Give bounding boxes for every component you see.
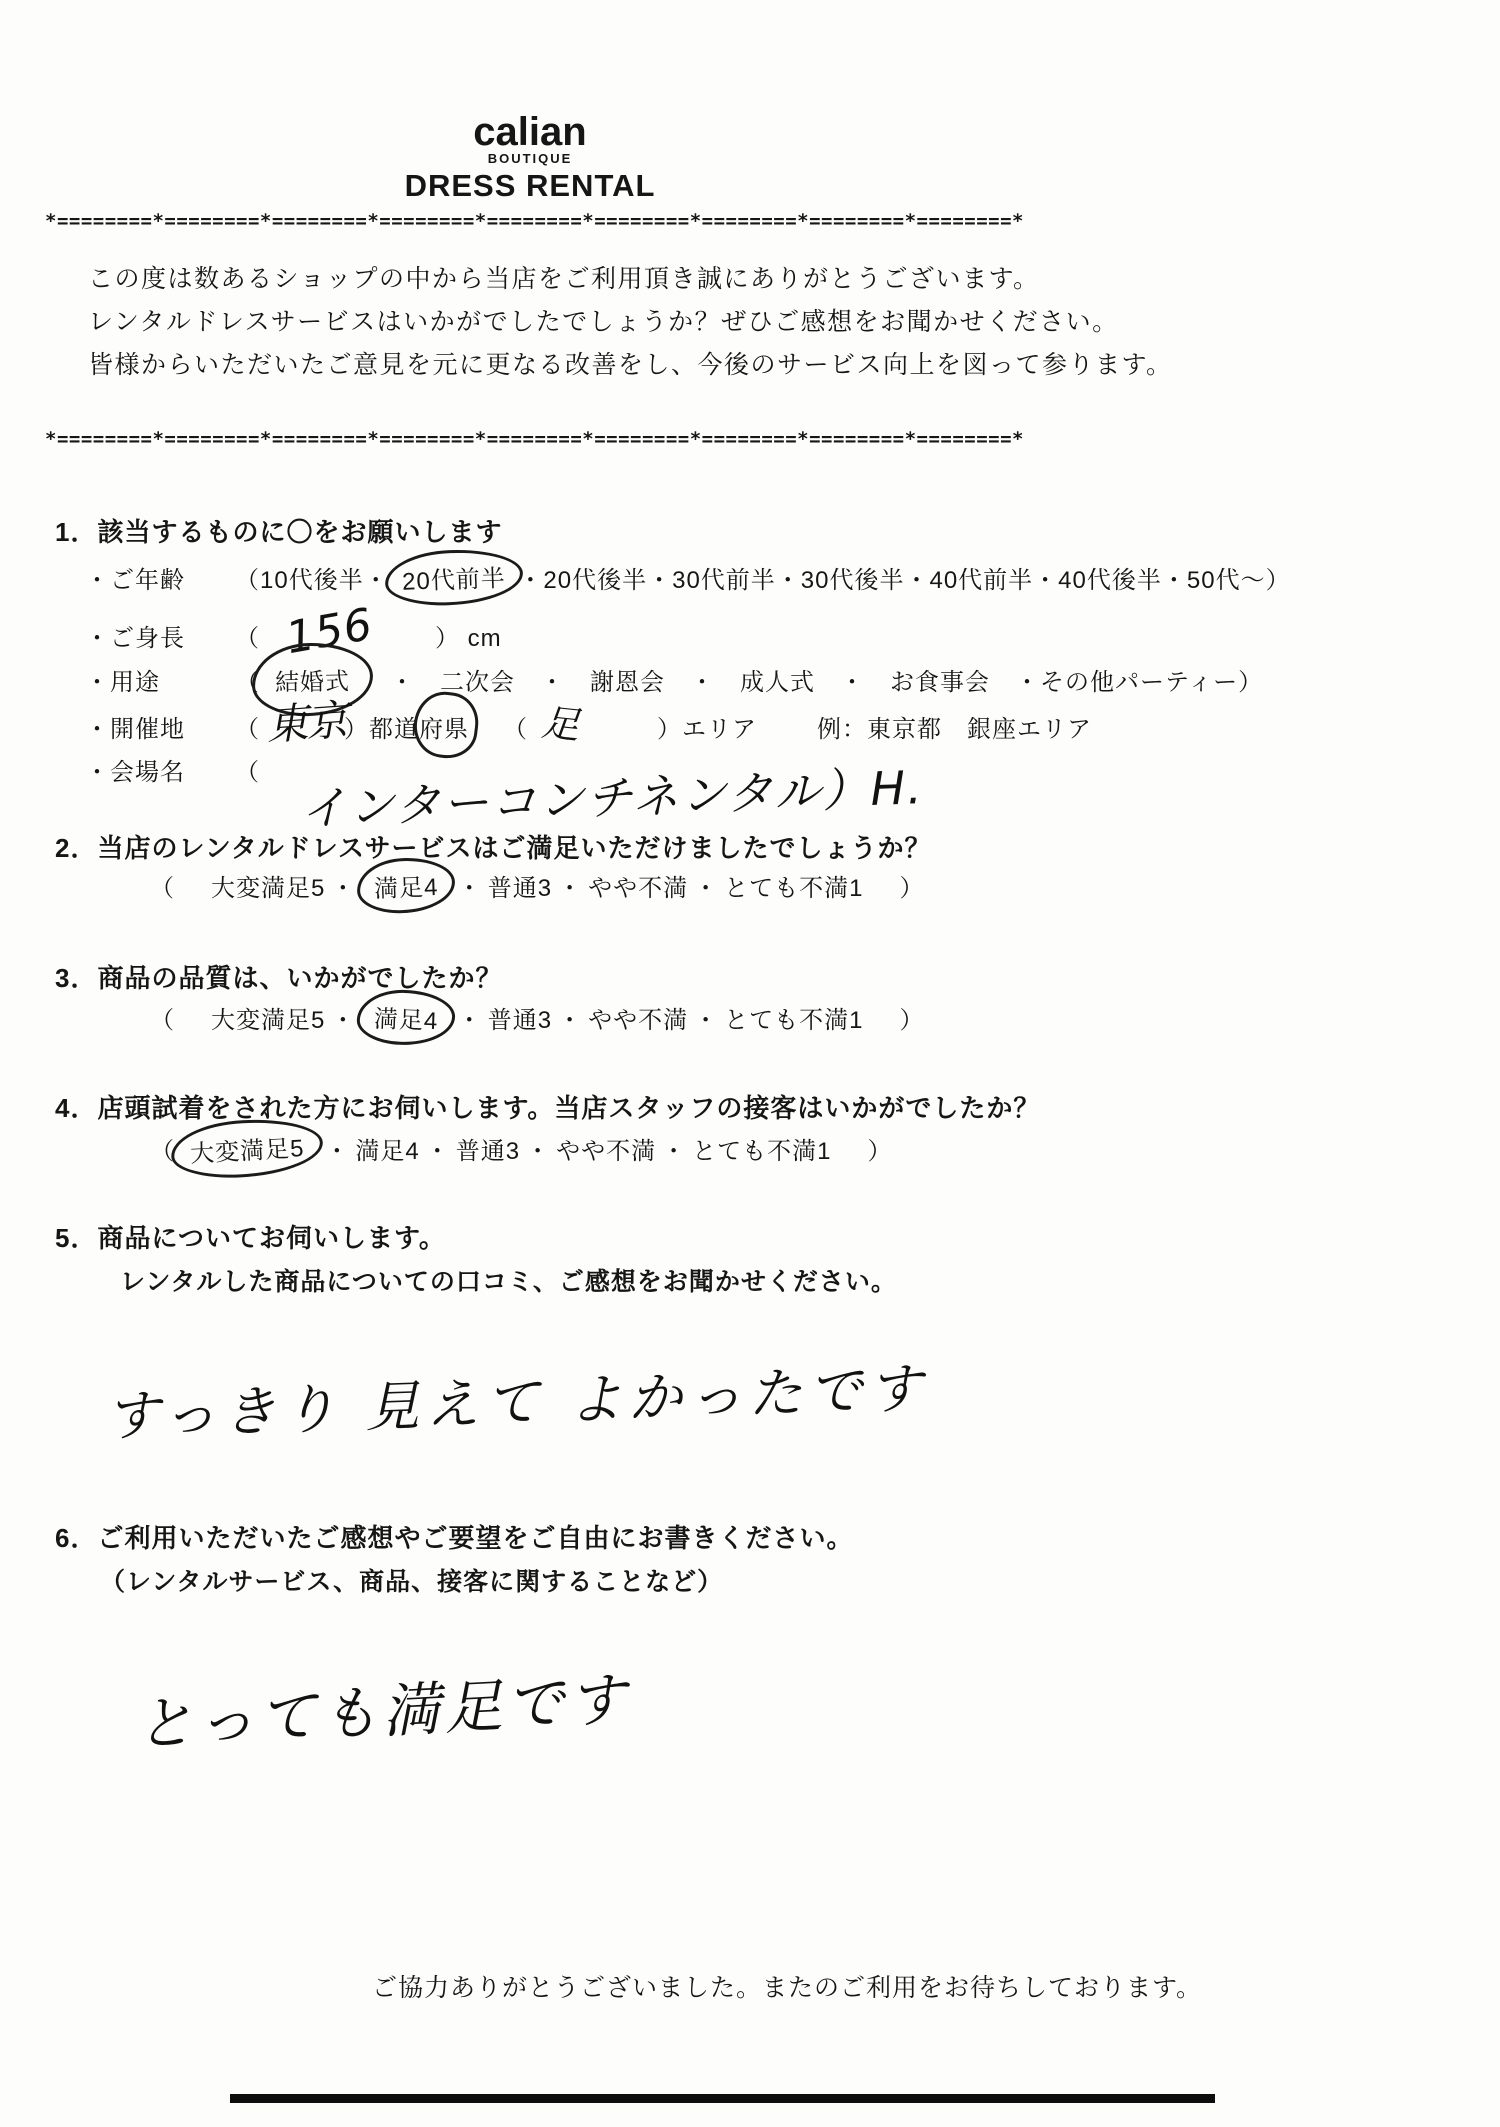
scale-option: とても不満1 (724, 1007, 864, 1034)
venue-name-text: インターコンチネンタル (299, 763, 824, 836)
q1-venue-label: ・会場名 (85, 759, 185, 786)
scale-option: やや不満 (588, 875, 689, 902)
q1-height-open: （ (235, 625, 260, 652)
scale-dot: ・ (324, 1138, 350, 1165)
q1-place-handwritten-area: 足 (539, 700, 583, 748)
q1-purpose-label: ・用途 (85, 669, 160, 696)
q1-place-mid: ）都道府県 (344, 716, 470, 743)
brand-logo: calian (473, 110, 587, 154)
scale-close: ） (867, 1138, 893, 1165)
q1-height-close: ） (434, 625, 460, 652)
q1-place-close: ）エリア (657, 716, 758, 743)
q3-scale (150, 1000, 924, 1035)
q1-age-row (85, 560, 1291, 595)
q1-place-handwritten-prefecture: 東京 (264, 695, 348, 750)
q1-heading: 1．該当するものに〇をお願いします (55, 517, 503, 547)
q4-heading: 4．店頭試着をされた方にお伺いします。当店スタッフの接客はいかがでしたか？ (55, 1093, 1041, 1123)
separator-line-bottom: *========*========*========*========*========*========*========*========*========* (45, 428, 1024, 450)
scale-dot: ・ (525, 1138, 551, 1165)
scale-dot: ・ (457, 875, 483, 902)
scale-dot: ・ (661, 1138, 687, 1165)
scale-option: 普通3 (455, 1138, 521, 1165)
scale-option: やや不満 (588, 1007, 689, 1034)
intro-line-3: 皆様からいただいたご意見を元に更なる改善をし、今後のサービス向上を図って参ります。 (88, 351, 1173, 379)
q1-age-options-post: ・20代後半・30代前半・30代後半・40代前半・40代後半・50代～） (518, 567, 1291, 594)
q1-purpose-row (85, 662, 1263, 697)
scale-dot: ・ (693, 875, 719, 902)
page-title: DRESS RENTAL (404, 168, 656, 203)
q1-purpose-open: （ (235, 669, 260, 696)
intro-paragraph (88, 258, 1173, 387)
footer-thanks-text: ご協力ありがとうございました。またのご利用をお待ちしております。 (372, 1974, 1203, 2002)
scale-dot: ・ (425, 1138, 451, 1165)
q1-age-label: ・ご年齢 (85, 567, 185, 594)
scan-edge-bar (230, 2094, 1215, 2103)
q6-heading: 6．ご利用いただいたご感想やご要望をご自由にお書きください。 (55, 1523, 854, 1553)
q1-height-unit: cm (467, 625, 502, 652)
q1-place-example: 例：東京都 銀座エリア (817, 716, 1093, 743)
q1-purpose-circled-option: 結婚式 (251, 642, 373, 717)
q1-place-open: （ (235, 716, 260, 743)
scale-close: ） (899, 875, 925, 902)
scale-option: 大変満足5 (211, 1007, 326, 1034)
brand-logo-sub: BOUTIQUE (487, 151, 573, 166)
q6-handwritten-answer: とっても満足です (133, 1665, 632, 1759)
intro-line-1: この度は数あるショップの中から当店をご利用頂き誠にありがとうございます。 (88, 265, 1040, 293)
q1-purpose-options-post: ・ 二次会 ・ 謝恩会 ・ 成人式 ・ お食事会 ・その他パーティー） (365, 669, 1264, 696)
q1-height-handwritten-value: 156 (282, 598, 377, 665)
scale-option: 大変満足5 (211, 875, 326, 902)
q4-scale (150, 1130, 892, 1167)
q1-venue-row (85, 752, 260, 787)
scale-dot: ・ (693, 1007, 719, 1034)
scale-open: （ (150, 875, 175, 902)
scale-option-circled: 大変満足5 (170, 1116, 325, 1181)
q5-subheading: レンタルした商品についての口コミ、ご感想をお聞かせください。 (120, 1268, 897, 1296)
scale-close: ） (899, 1007, 925, 1034)
q3-heading: 3．商品の品質は、いかがでしたか？ (55, 963, 503, 993)
scale-option: やや不満 (556, 1138, 657, 1165)
scale-option: 普通3 (487, 1007, 553, 1034)
scale-option-circled: 満足4 (356, 988, 456, 1046)
scale-option: とても不満1 (692, 1138, 832, 1165)
scale-option-circled: 満足4 (356, 856, 456, 914)
q1-venue-handwritten-value (299, 751, 925, 839)
scale-open: （ (150, 1007, 175, 1034)
q1-age-open: （ (235, 567, 260, 594)
separator-line-top: *========*========*========*========*========*========*========*========*========* (45, 210, 1024, 232)
q1-place-row (85, 695, 1093, 750)
intro-line-2: レンタルドレスサービスはいかがでしたでしょうか？ぜひご感想をお聞かせください。 (88, 308, 1119, 336)
q1-place-label: ・開催地 (85, 716, 185, 743)
handwritten-circle-mark (410, 688, 482, 761)
q1-age-options-pre: 10代後半・ (260, 567, 389, 594)
q5-handwritten-answer: すっきり 見えて よかったです (104, 1356, 930, 1449)
q6-subheading: （レンタルサービス、商品、接客に関することなど） (100, 1568, 724, 1596)
scale-dot: ・ (457, 1007, 483, 1034)
q1-venue-open: （ (235, 759, 260, 786)
scale-dot: ・ (557, 875, 583, 902)
scale-option: とても不満1 (724, 875, 864, 902)
q1-age-circled-option: 20代前半 (384, 548, 524, 608)
q2-heading: 2．当店のレンタルドレスサービスはご満足いただけましたでしょうか？ (55, 833, 932, 863)
scale-dot: ・ (330, 875, 356, 902)
venue-name-suffix: ）H. (821, 760, 925, 818)
q2-scale (150, 868, 924, 903)
scale-option: 普通3 (487, 875, 553, 902)
scale-option: 満足4 (355, 1138, 420, 1165)
q1-place-open2: （ (503, 716, 529, 743)
scale-dot: ・ (330, 1007, 356, 1034)
scale-open: （ (150, 1138, 175, 1165)
q1-height-label: ・ご身長 (85, 625, 185, 652)
header (0, 110, 1060, 204)
q5-heading: 5．商品についてお伺いします。 (55, 1223, 446, 1253)
scale-dot: ・ (557, 1007, 583, 1034)
